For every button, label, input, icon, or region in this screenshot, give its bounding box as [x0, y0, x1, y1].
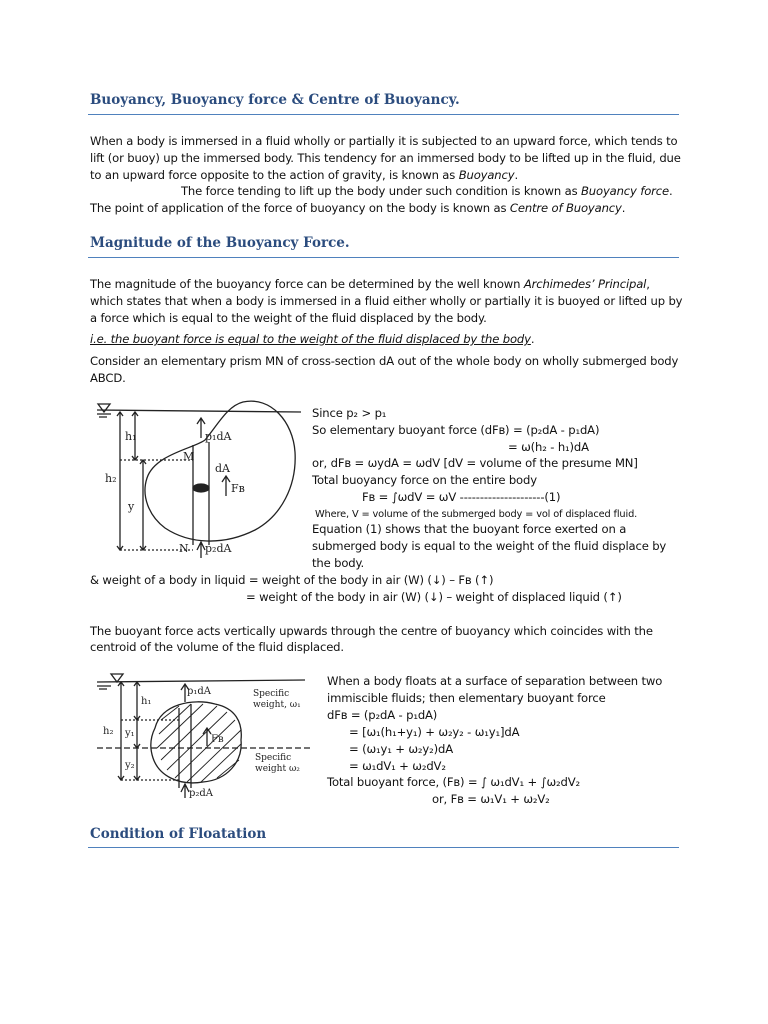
- label-p2dA: p₂dA: [189, 788, 214, 799]
- label-h1: h₁: [125, 430, 137, 443]
- paragraph-line: The force tending to lift up the body under such condition is known as Buoyancy force.: [181, 184, 673, 198]
- equation-line: Total buoyancy force on the entire body: [312, 473, 537, 487]
- label-p1dA: p₁dA: [187, 686, 212, 697]
- term-buoyancy-force: Buoyancy force: [581, 184, 669, 198]
- term-centre-of-buoyancy: Centre of Buoyancy: [509, 201, 622, 215]
- submerged-body-diagram: [95, 400, 305, 560]
- equation-line: submerged body is equal to the weight of the fluid displace by: [312, 539, 667, 553]
- label-h2: h₂: [103, 726, 114, 737]
- paragraph-line: to an upward force opposite to the action of gravity, is known as Buoyancy.: [90, 168, 518, 182]
- paragraph-line: which states that when a body is immersed in a fluid either wholly or partially it is buoyed or lifted up by: [90, 294, 683, 308]
- equation-line: = (ω₁y₁ + ω₂y₂)dA: [349, 742, 454, 756]
- label-N: N: [179, 542, 189, 555]
- paragraph-line: ABCD.: [90, 371, 126, 385]
- term-buoyancy: Buoyancy: [458, 168, 515, 182]
- paragraph-line: centroid of the volume of the fluid displaced.: [90, 640, 344, 654]
- heading-rule: [88, 257, 679, 258]
- principle-statement: i.e. the buoyant force is equal to the weight of the fluid displaced by the body: [90, 332, 531, 346]
- weight-line: = weight of the body in air (W) (↓) – weight of displaced liquid (↑): [246, 590, 622, 604]
- heading-rule: [88, 114, 679, 115]
- equation-line: = [ω₁(h₁+y₁) + ω₂y₂ - ω₁y₁]dA: [349, 725, 520, 739]
- label-y1: y₁: [125, 728, 135, 739]
- section-heading-floatation: Condition of Floatation: [90, 826, 267, 842]
- equation-line: = ω(h₂ - h₁)dA: [508, 440, 589, 454]
- equation-line: Equation (1) shows that the buoyant force exerted on a: [312, 522, 627, 536]
- equation-line: Since p₂ > p₁: [312, 406, 387, 420]
- section-heading-magnitude: Magnitude of the Buoyancy Force.: [90, 235, 350, 251]
- section-heading-buoyancy: Buoyancy, Buoyancy force & Centre of Buoyancy.: [90, 92, 460, 108]
- label-h1: h₁: [141, 696, 152, 707]
- equation-note: Where, V = volume of the submerged body = vol of displaced fluid.: [315, 509, 638, 520]
- label-y: y: [128, 500, 135, 513]
- paragraph-line: When a body is immersed in a fluid wholly or partially it is subjected to an upward force, which tends to: [90, 134, 678, 148]
- equation-line: the body.: [312, 556, 365, 570]
- paragraph-line: lift (or buoy) up the immersed body. This tendency for an immersed body to be lifted up in the fluid, due: [90, 151, 681, 165]
- term-archimedes: Archimedes’ Principal: [523, 277, 647, 291]
- paragraph-line: a force which is equal to the weight of the fluid displaced by the body.: [90, 311, 487, 325]
- label-specific-weight-2b: weight ω₂: [255, 764, 300, 774]
- equation-line: Total buoyant force, (Fʙ) = ∫ ω₁dV₁ + ∫ω₂dV₂: [327, 775, 581, 789]
- paragraph-line: The point of application of the force of buoyancy on the body is known as Centre of Buoyancy.: [90, 201, 626, 215]
- label-specific-weight-1b: weight, ω₁: [253, 700, 301, 710]
- paragraph-line: Consider an elementary prism MN of cross-section dA out of the whole body on wholly submerged body: [90, 354, 679, 368]
- paragraph-line: i.e. the buoyant force is equal to the weight of the fluid displaced by the body.: [90, 332, 535, 346]
- paragraph-line: The magnitude of the buoyancy force can be determined by the well known Archimedes’ Principal,: [90, 277, 650, 291]
- two-fluid-body-diagram: [95, 668, 317, 800]
- equation-line: immiscible fluids; then elementary buoyant force: [327, 691, 606, 705]
- equation-line: dFʙ = (p₂dA - p₁dA): [327, 708, 438, 722]
- equation-line: or, dFʙ = ωydA = ωdV [dV = volume of the presume MN]: [312, 456, 638, 470]
- label-FB: Fʙ: [211, 734, 224, 745]
- label-p2dA: p₂dA: [205, 542, 232, 555]
- label-y2: y₂: [125, 760, 135, 771]
- equation-line: Fʙ = ∫ωdV = ωV ---------------------(1): [362, 490, 561, 504]
- equation-line: So elementary buoyant force (dFʙ) = (p₂dA - p₁dA): [312, 423, 600, 437]
- label-p1dA: p₁dA: [205, 430, 232, 443]
- label-specific-weight-2: Specific: [255, 753, 292, 763]
- label-specific-weight-1: Specific: [253, 689, 290, 699]
- equation-line: or, Fʙ = ω₁V₁ + ω₂V₂: [432, 792, 550, 806]
- label-FB: Fʙ: [231, 482, 245, 495]
- weight-line: & weight of a body in liquid = weight of the body in air (W) (↓) – Fʙ (↑): [90, 573, 494, 587]
- label-M: M: [183, 450, 195, 463]
- heading-rule: [88, 847, 679, 848]
- label-dA: dA: [215, 462, 230, 475]
- label-h2: h₂: [105, 472, 117, 485]
- equation-line: = ω₁dV₁ + ω₂dV₂: [349, 759, 446, 773]
- paragraph-line: The buoyant force acts vertically upwards through the centre of buoyancy which coincides with the: [90, 624, 653, 638]
- equation-line: When a body floats at a surface of separation between two: [327, 674, 663, 688]
